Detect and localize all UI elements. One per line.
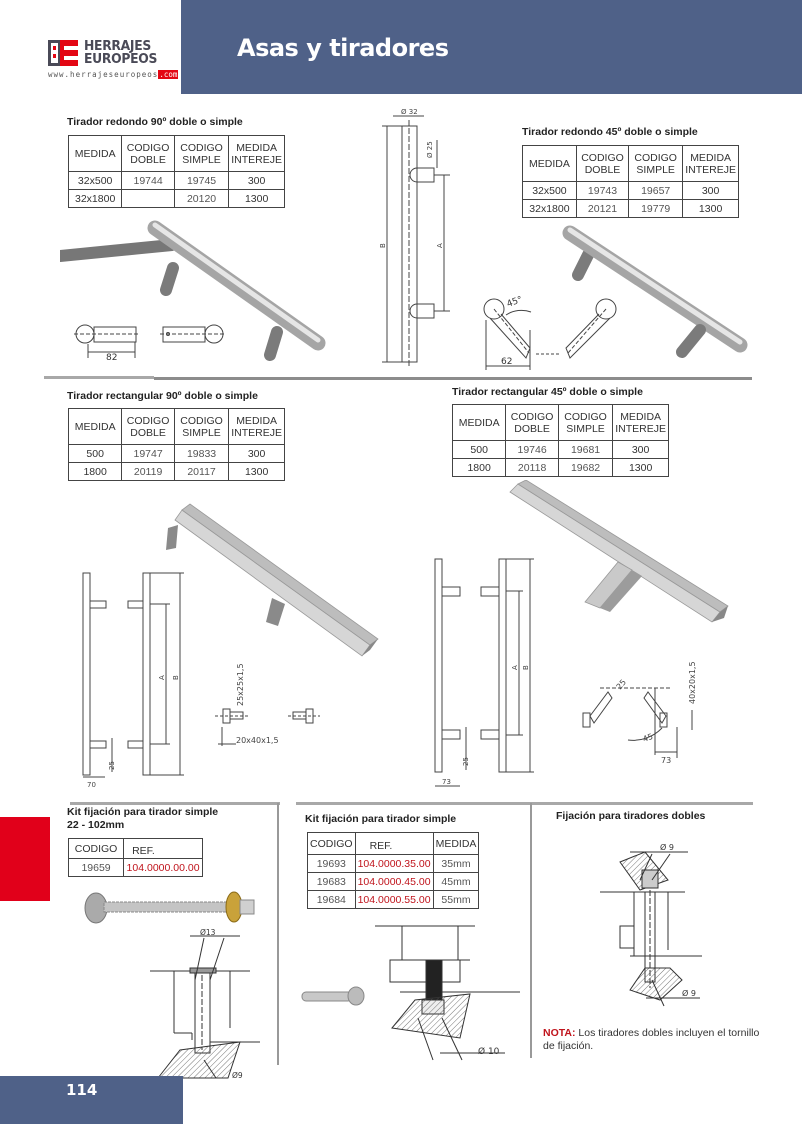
dobles-section-drawing (600, 852, 702, 1006)
col-header: MEDIDA (523, 146, 577, 182)
cell: 55mm (433, 891, 479, 909)
dim-d13: Ø13 (200, 928, 216, 937)
section-title-redondo90: Tirador redondo 90º doble o simple (67, 116, 243, 128)
dim-40x20: 40x20x1,5 (688, 661, 697, 704)
divider (70, 802, 280, 805)
cell: 19779 (629, 200, 683, 218)
cell: 19684 (308, 891, 356, 909)
cell: 20121 (576, 200, 628, 218)
round-handle-90-plan (74, 325, 226, 358)
drawing-rect-handles (60, 480, 750, 798)
col-header: CODIGO SIMPLE (174, 136, 228, 172)
kit1-title-line2: 22 - 102mm (67, 819, 125, 831)
dim-45deg: 45° (505, 294, 525, 310)
cell: 35mm (433, 855, 479, 873)
nota-label: NOTA: (543, 1027, 576, 1039)
cell: 1800 (69, 463, 122, 481)
dim-25b: 25 (614, 677, 629, 692)
table-row (453, 459, 669, 477)
section-title-kit1 (67, 806, 218, 832)
cell: 19682 (558, 459, 612, 477)
cell: 104.0000.45.00 (355, 873, 433, 891)
table-row (69, 445, 285, 463)
cell: 1300 (229, 190, 285, 208)
logo-line2: EUROPEOS (84, 52, 158, 67)
cell: 300 (683, 182, 739, 200)
col-header: CODIGO DOBLE (122, 136, 175, 172)
dim-25: 25 (108, 761, 116, 770)
cell: 32x500 (523, 182, 577, 200)
nota-text (543, 1027, 763, 1053)
dim-b: B (522, 665, 530, 670)
dim-70: 70 (87, 781, 96, 789)
kit1-title-line1: Kit fijación para tirador simple (67, 806, 219, 818)
section-title-redondo45: Tirador redondo 45º doble o simple (522, 126, 698, 138)
col-header: CODIGO SIMPLE (629, 146, 683, 182)
dim-a: A (436, 243, 444, 248)
kit1-screw-image (85, 892, 254, 923)
logo-line1: HERRAJES (84, 39, 152, 54)
table-header-row (453, 405, 669, 441)
rect-handle-90-image (166, 504, 378, 656)
col-header: REF. (124, 839, 203, 859)
cell: 19744 (122, 172, 175, 190)
divider (44, 376, 154, 379)
divider (296, 802, 753, 805)
table-rect90 (68, 408, 285, 481)
col-header: MEDIDA INTEREJE (229, 136, 285, 172)
page-number: 114 (66, 1081, 98, 1099)
cell: 19747 (122, 445, 175, 463)
brand-url[interactable] (48, 70, 178, 79)
col-header: MEDIDA INTEREJE (683, 146, 739, 182)
dim-45: 45 (641, 731, 655, 744)
column-divider (277, 803, 279, 1065)
cell: 19693 (308, 855, 356, 873)
cell: 19659 (69, 859, 124, 877)
cell: 104.0000.35.00 (355, 855, 433, 873)
section-title-dobles: Fijación para tiradores dobles (556, 810, 706, 822)
round-handle-45-image (570, 230, 740, 352)
dim-d25: Ø 25 (426, 141, 434, 158)
col-header: MEDIDA (433, 833, 479, 855)
cell: 1300 (613, 459, 669, 477)
col-header: MEDIDA INTEREJE (613, 405, 669, 441)
dim-25: 25 (462, 757, 470, 766)
page-title: Asas y tiradores (237, 34, 449, 62)
cell: 1800 (453, 459, 506, 477)
table-rect45 (452, 404, 669, 477)
cell: 32x1800 (523, 200, 577, 218)
dim-b: B (379, 243, 387, 248)
cell: 104.0000.00.00 (124, 859, 203, 877)
kit2-bolt-image (302, 987, 364, 1005)
cell: 19745 (174, 172, 228, 190)
cell: 19683 (308, 873, 356, 891)
divider (154, 377, 752, 380)
cell: 19743 (576, 182, 628, 200)
table-row (453, 441, 669, 459)
cell: 500 (69, 445, 122, 463)
cell: 19657 (629, 182, 683, 200)
cell: 500 (453, 441, 506, 459)
dim-62: 62 (501, 357, 513, 367)
dim-20x40: 20x40x1,5 (236, 736, 279, 745)
nota-body: Los tiradores dobles incluyen el tornillo de fijación. (543, 1027, 760, 1052)
kit2-section-drawing (375, 926, 520, 1060)
drawing-dobles (590, 840, 720, 1010)
dim-a: A (158, 675, 166, 680)
table-kit2 (307, 832, 479, 909)
cell: 20119 (122, 463, 175, 481)
cell: 45mm (433, 873, 479, 891)
col-header: CODIGO (69, 839, 124, 859)
round-handle-90-image (60, 225, 318, 355)
cell: 20118 (506, 459, 559, 477)
drawing-kit2 (290, 920, 520, 1065)
cell: 300 (613, 441, 669, 459)
dim-25x25: 25x25x1,5 (236, 663, 245, 706)
col-header: CODIGO (308, 833, 356, 855)
dim-d10: Ø 10 (478, 1047, 500, 1057)
col-header: CODIGO DOBLE (122, 409, 175, 445)
drawing-round-handles (60, 100, 760, 372)
dim-a: A (511, 665, 519, 670)
red-tab (0, 817, 50, 901)
cell: 19681 (558, 441, 612, 459)
cell: 300 (229, 172, 285, 190)
kit1-section-drawing (150, 936, 260, 1078)
round-handle-elevation (382, 116, 450, 368)
table-row (69, 463, 285, 481)
column-divider (530, 803, 532, 1058)
col-header: CODIGO DOBLE (576, 146, 628, 182)
table-row (308, 855, 479, 873)
brand-url-suffix: .com (159, 70, 178, 79)
cell: 104.0000.55.00 (355, 891, 433, 909)
table-header-row (69, 409, 285, 445)
dim-d32: Ø 32 (401, 108, 418, 116)
col-header: MEDIDA (69, 136, 122, 172)
table-row (308, 891, 479, 909)
brand-url-prefix: www.herrajeseuropeos (48, 70, 159, 79)
table-row (308, 873, 479, 891)
section-title-rect45: Tirador rectangular 45º doble o simple (452, 386, 643, 398)
cell: 32x500 (69, 172, 122, 190)
dim-73b: 73 (661, 756, 672, 765)
cell: 19833 (174, 445, 228, 463)
rect-handle-45-image (510, 480, 728, 622)
cell: 32x1800 (69, 190, 122, 208)
drawing-kit1 (80, 880, 276, 1080)
dim-d9: Ø9 (232, 1071, 243, 1080)
section-title-rect90: Tirador rectangular 90º doble o simple (67, 390, 258, 402)
rect-handle-90-elevation (83, 573, 184, 777)
brand-logo-icon (48, 40, 78, 66)
dim-b: B (172, 675, 180, 680)
table-kit1 (68, 838, 203, 877)
col-header: CODIGO SIMPLE (174, 409, 228, 445)
table-header-row (69, 839, 203, 859)
dim-d9-bottom: Ø 9 (682, 989, 696, 998)
cell: 300 (229, 445, 285, 463)
col-header: CODIGO DOBLE (506, 405, 559, 441)
cell: 19746 (506, 441, 559, 459)
cell: 20117 (174, 463, 228, 481)
brand-logo-text (84, 40, 157, 66)
col-header: CODIGO SIMPLE (558, 405, 612, 441)
dim-73: 73 (442, 778, 451, 786)
cell: 1300 (683, 200, 739, 218)
col-header: REF. (355, 833, 433, 855)
rect-handle-45-elevation (435, 559, 534, 786)
cell: 1300 (229, 463, 285, 481)
section-title-kit2: Kit fijación para tirador simple (305, 813, 457, 825)
col-header: MEDIDA (453, 405, 506, 441)
cell: 20120 (174, 190, 228, 208)
col-header: MEDIDA INTEREJE (229, 409, 285, 445)
table-header-row (308, 833, 479, 855)
col-header: MEDIDA (69, 409, 122, 445)
table-row (69, 859, 203, 877)
dim-d9-top: Ø 9 (660, 843, 674, 852)
dim-82: 82 (106, 353, 118, 363)
rect-45-profile (583, 688, 692, 758)
